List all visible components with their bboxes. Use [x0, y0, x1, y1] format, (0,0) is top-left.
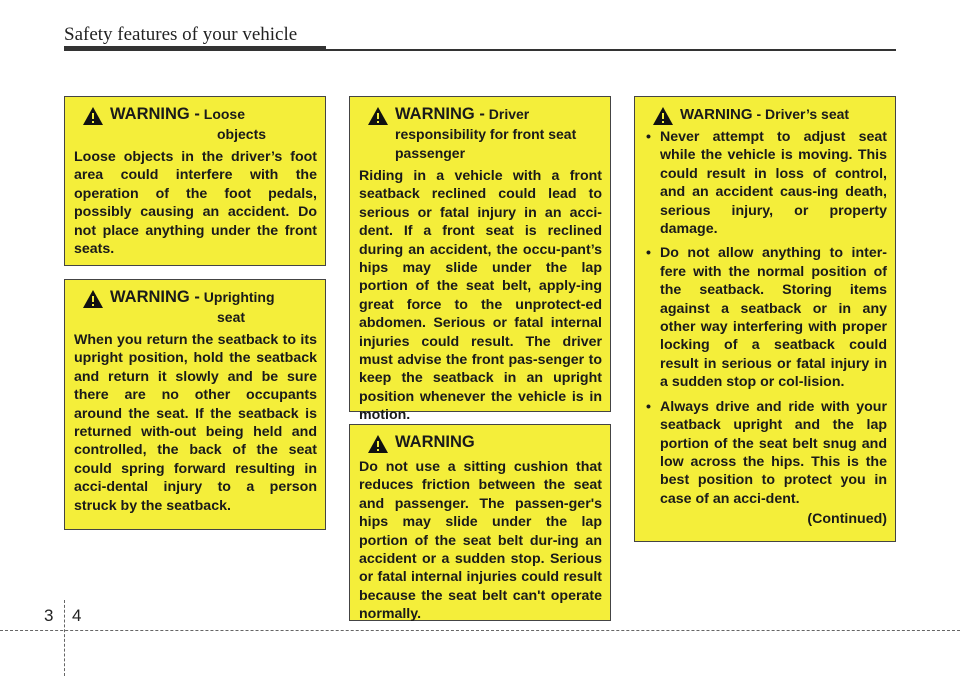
page-footer-vertical-rule	[64, 600, 65, 676]
warning-triangle-icon	[82, 106, 104, 126]
header-rule-thin	[326, 49, 896, 51]
warning-heading	[644, 105, 887, 126]
warning-subtitle: Driver	[488, 106, 530, 122]
warning-drivers-seat	[634, 96, 896, 542]
warning-subtitle-line2: objects	[217, 126, 267, 142]
warning-heading	[74, 288, 317, 327]
list-item: • Always drive and ride with your seatback upright and the lap portion of the seat belt snug and low across the hips. This is the best position to protect you in case of an acci-dent.	[644, 398, 887, 508]
warning-heading	[359, 105, 602, 163]
warning-triangle-icon	[367, 434, 389, 454]
warning-subtitle: Uprighting	[203, 289, 275, 305]
warning-triangle-icon	[652, 106, 674, 126]
warning-label: WARNING -	[395, 105, 485, 123]
warning-subtitle: - Driver’s seat	[756, 106, 850, 122]
warning-body: When you return the seatback to its upright position, hold the seatback and return it slowly and be sure there are no other occupants around the seat. If the seatback is returned with-out being held and controlled, the back of the seat could spring forward resulting in acci-dental injury to a person struck by the seatback.	[74, 332, 317, 514]
warning-label: WARNING	[395, 433, 475, 451]
warning-uprighting-seat	[64, 279, 326, 530]
warning-label: WARNING -	[110, 288, 200, 306]
page-chapter-number: 3	[44, 606, 54, 625]
warning-sitting-cushion	[349, 424, 611, 621]
warning-body: Do not use a sitting cushion that reduces friction between the seat and passenger. The passen-ger's hips may slide under the lap portion of the seat belt dur-ing an accident or a sudden stop. Serious or fatal internal injuries could result because the seat belt can't operate normally.	[359, 459, 602, 623]
warning-label: WARNING	[680, 106, 753, 123]
warning-driver-responsibility	[349, 96, 611, 424]
warning-subtitle-line2: seat	[217, 309, 246, 325]
page-header-title: Safety features of your vehicle	[64, 24, 298, 45]
continued-label: (Continued)	[807, 511, 887, 528]
page-number: 4	[72, 606, 82, 625]
warning-triangle-icon	[82, 289, 104, 309]
list-item: • Never attempt to adjust seat while the vehicle is moving. This could result in loss of control, and an accident caus-ing death, serious injury, or property damage.	[644, 128, 887, 238]
list-item: • Do not allow anything to inter-fere with the normal position of the seatback. Storing items against a seatback or in any other way interfering with proper locking of a seatback could result in serious or fatal injury in a sudden stop or col-lision.	[644, 244, 887, 391]
warning-label: WARNING -	[110, 105, 200, 123]
warning-body: Riding in a vehicle with a front seatback reclined could lead to serious or fatal injury in an acci-dent. If a front seat is reclined during an accident, the occu-pant’s hips may slide under the lap portion of the seat belt, apply-ing great force to the unprotect-ed abdomen. Serious or fatal internal injuries could result. The driver must advise the front pas-senger to keep the seatback in an upright position whenever the vehicle is in motion.	[359, 168, 602, 424]
warning-subtitle-line3: passenger	[395, 145, 466, 161]
warning-loose-objects	[64, 96, 326, 266]
warning-heading	[74, 105, 317, 144]
header-rule-thick	[64, 46, 326, 51]
page-footer-rule	[0, 630, 960, 631]
warning-bullet-list	[644, 128, 887, 508]
warning-triangle-icon	[367, 106, 389, 126]
warning-subtitle-line2: responsibility for front seat	[395, 126, 577, 142]
warning-body: Loose objects in the driver’s foot area could interfere with the operation of the foot pedals, possibly causing an accident. Do not place anything under the front seats.	[74, 149, 317, 258]
warning-subtitle: Loose	[203, 106, 246, 122]
warning-heading	[359, 433, 602, 454]
